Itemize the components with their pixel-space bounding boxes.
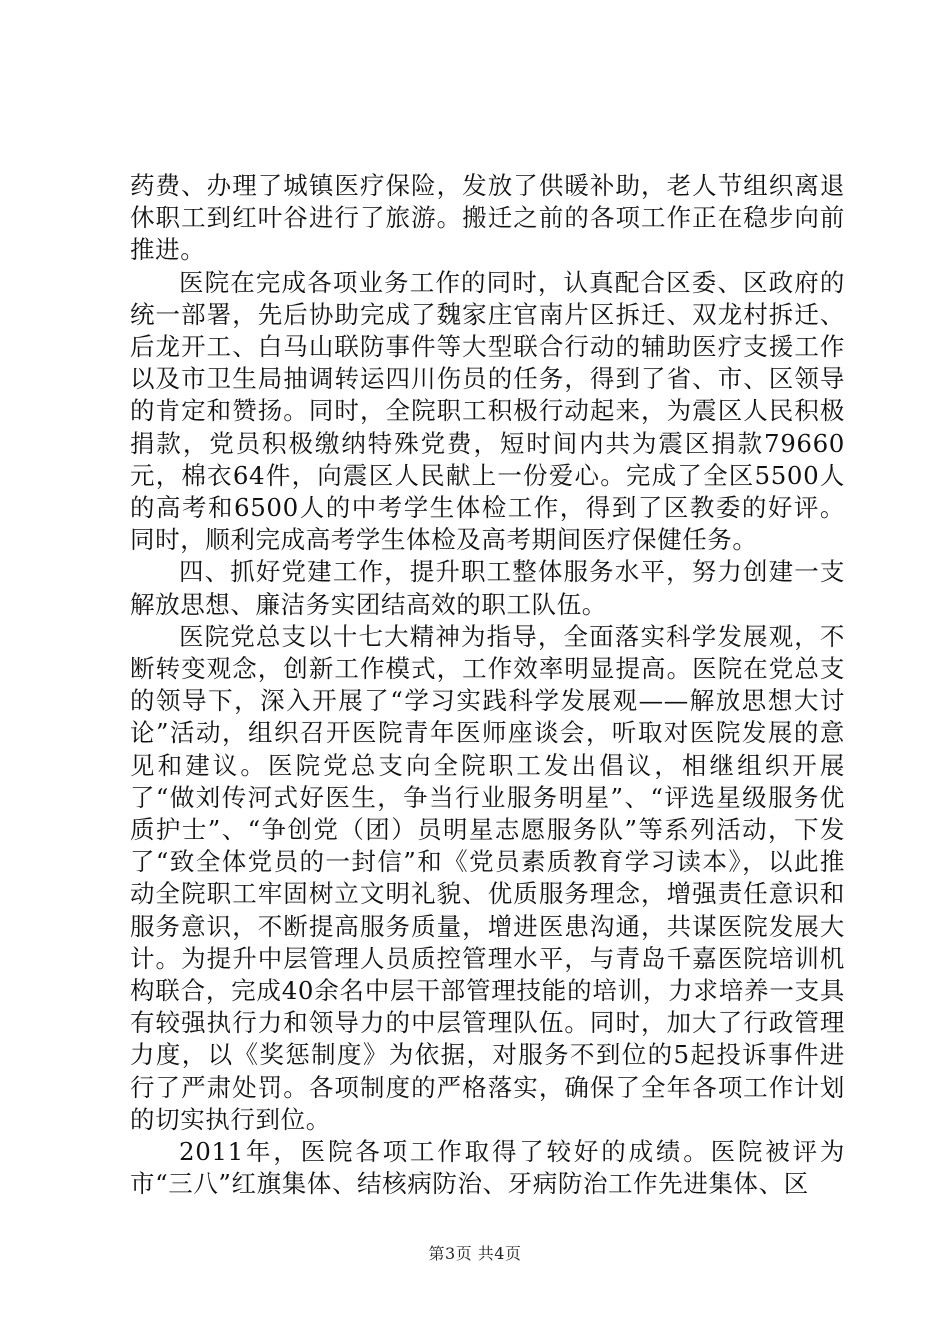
- section-heading-party-building: 四、抓好党建工作，提升职工整体服务水平，努力创建一支解放思想、廉洁务实团结高效的职工队伍。: [130, 557, 845, 619]
- page-number-footer: 第3页 共4页: [428, 1244, 522, 1263]
- document-body: [130, 170, 845, 1201]
- paragraph-party-branch: 医院党总支以十七大精神为指导，全面落实科学发展观，不断转变观念，创新工作模式，工作效率明显提高。医院在党总支的领导下，深入开展了“学习实践科学发展观——解放思想大讨论”活动，组织召开医院青年医师座谈会，听取对医院发展的意见和建议。医院党总支向全院职工发出倡议，相继组织开展了“做刘传河式好医生，争当行业服务明星”、“评选星级服务优质护士”、“争创党（团）员明星志愿服务队”等系列活动，下发了“致全体党员的一封信”和《党员素质教育学习读本》，以此推动全院职工牢固树立文明礼貌、优质服务理念，增强责任意识和服务意识，不断提高服务质量，增进医患沟通，共谋医院发展大计。为提升中层管理人员质控管理水平，与青岛千嘉医院培训机构联合，完成40余名中层干部管理技能的培训，力求培养一支具有较强执行力和领导力的中层管理队伍。同时，加大了行政管理力度，以《奖惩制度》为依据，对服务不到位的5起投诉事件进行了严肃处罚。各项制度的严格落实，确保了全年各项工作计划的切实执行到位。: [130, 621, 845, 1134]
- paragraph-support-work: 医院在完成各项业务工作的同时，认真配合区委、区政府的统一部署，先后协助完成了魏家庄官南片区拆迁、双龙村拆迁、后龙开工、白马山联防事件等大型联合行动的辅助医疗支援工作以及市卫生局抽调转运四川伤员的任务，得到了省、市、区领导的肯定和赞扬。同时，全院职工积极行动起来，为震区人民积极捐款，党员积极缴纳特殊党费，短时间内共为震区捐款79660元，棉衣64件，向震区人民献上一份爱心。完成了全区5500人的高考和6500人的中考学生体检工作，得到了区教委的好评。同时，顺利完成高考学生体检及高考期间医疗保健任务。: [130, 267, 845, 555]
- paragraph-achievements: 2011年，医院各项工作取得了较好的成绩。医院被评为市“三八”红旗集体、结核病防治、牙病防治工作先进集体、区: [130, 1137, 845, 1199]
- paragraph-continuation: 药费、办理了城镇医疗保险，发放了供暖补助，老人节组织离退休职工到红叶谷进行了旅游。搬迁之前的各项工作正在稳步向前推进。: [130, 171, 845, 265]
